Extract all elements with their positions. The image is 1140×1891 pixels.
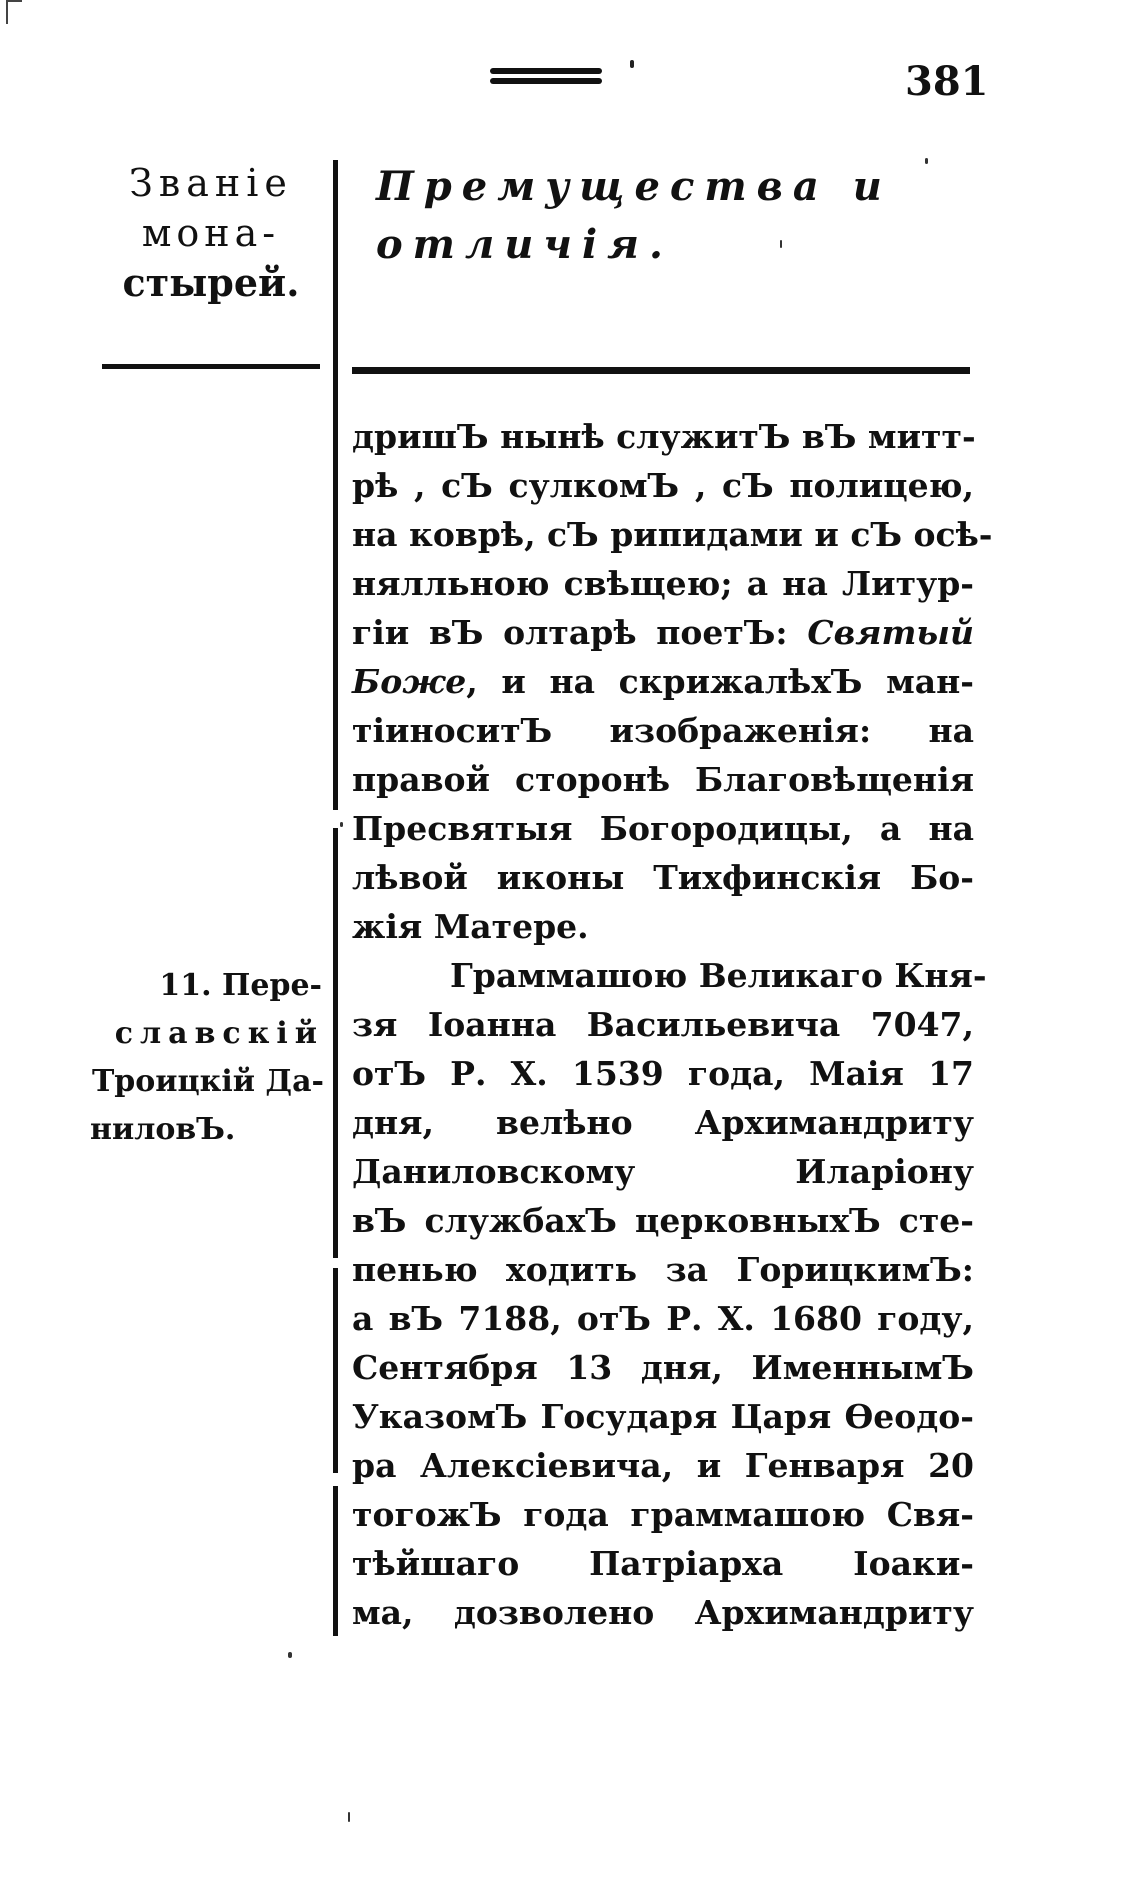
left-column-heading [96, 158, 326, 308]
entry-line-3: Троицкій Да- [91, 1064, 324, 1099]
text-line: а вЪ 7188, отЪ Р. Х. 1680 году, [352, 1299, 974, 1338]
text-line: на коврѣ, сЪ рипидами и сЪ осѣ- [352, 515, 993, 554]
scan-speck [348, 1812, 350, 1822]
entry-line-2: славскій [114, 1016, 324, 1051]
column-divider-segment [333, 1268, 338, 1473]
header-ornament [490, 68, 602, 94]
text-line: рѣ , сЪ сулкомЪ , сЪ полицею, [352, 466, 974, 505]
page-number: 381 [905, 58, 989, 105]
left-heading-line-1: Званіе [129, 161, 293, 205]
text-fragment: , и на скрижалѣхЪ ман- [466, 662, 974, 701]
text-line: жія Матере. [352, 907, 589, 946]
text-line: ма, дозволено Архимандриту [352, 1593, 974, 1632]
body-text [352, 412, 993, 1637]
text-line: УказомЪ Государя Царя Ѳеодо- [352, 1397, 974, 1436]
entry-line-1: 11. Пере- [159, 968, 322, 1003]
text-line: зя Іоанна Васильевича 7047, [352, 1005, 974, 1044]
scan-speck [288, 1652, 292, 1658]
monastery-entry [88, 962, 324, 1154]
text-line: нялльною свѣщею; а на Литур- [352, 564, 974, 603]
left-heading-rule [102, 364, 320, 369]
italic-phrase: Святый [807, 613, 975, 652]
entry-line-4: ниловЪ. [90, 1112, 236, 1147]
column-divider-segment [333, 1486, 338, 1636]
text-line: тогожЪ года граммашою Свя- [352, 1495, 974, 1534]
text-line: Даниловскому Иларіону [352, 1152, 974, 1191]
right-heading-line-1: Премущества и [376, 163, 892, 210]
text-fragment: гіи вЪ олтарѣ поетЪ: [352, 613, 788, 652]
left-heading-line-2: мона- [141, 211, 281, 255]
text-line: Сентября 13 дня, ИменнымЪ [352, 1348, 974, 1387]
text-line: тѣйшаго Патріарха Іоаки- [352, 1544, 974, 1583]
text-line [352, 608, 974, 657]
text-line: дришЪ нынѣ служитЪ вЪ митт- [352, 417, 976, 456]
column-divider-segment [333, 828, 338, 1258]
right-heading-line-2: отличія. [376, 221, 673, 268]
text-line: вЪ службахЪ церковныхЪ сте- [352, 1201, 974, 1240]
right-column-heading [376, 158, 892, 274]
text-line: тіиноситЪ изображенія: на [352, 711, 974, 750]
scan-speck [925, 158, 928, 164]
text-line [352, 657, 974, 706]
text-line: правой сторонѣ Благовѣщенія [352, 760, 974, 799]
text-line: лѣвой иконы Тихфинскія Бо- [352, 858, 974, 897]
italic-phrase-continued: Боже [352, 662, 467, 701]
text-line: ра Алексіевича, и Генваря 20 [352, 1446, 974, 1485]
scan-speck [340, 822, 343, 827]
text-line: Пресвятыя Богородицы, а на [352, 809, 974, 848]
left-heading-line-3: стырей. [122, 260, 300, 305]
right-heading-rule [352, 367, 970, 374]
corner-crop-mark [6, 0, 22, 24]
scan-speck [780, 240, 782, 248]
text-line: пенью ходить за ГорицкимЪ: [352, 1250, 974, 1289]
text-line: дня, велѣно Архимандриту [352, 1103, 974, 1142]
text-line: Граммашою Великаго Кня- [450, 956, 987, 995]
column-divider-segment [333, 160, 338, 810]
text-line: отЪ Р. Х. 1539 года, Маія 17 [352, 1054, 974, 1093]
ornament-dot [630, 60, 634, 68]
